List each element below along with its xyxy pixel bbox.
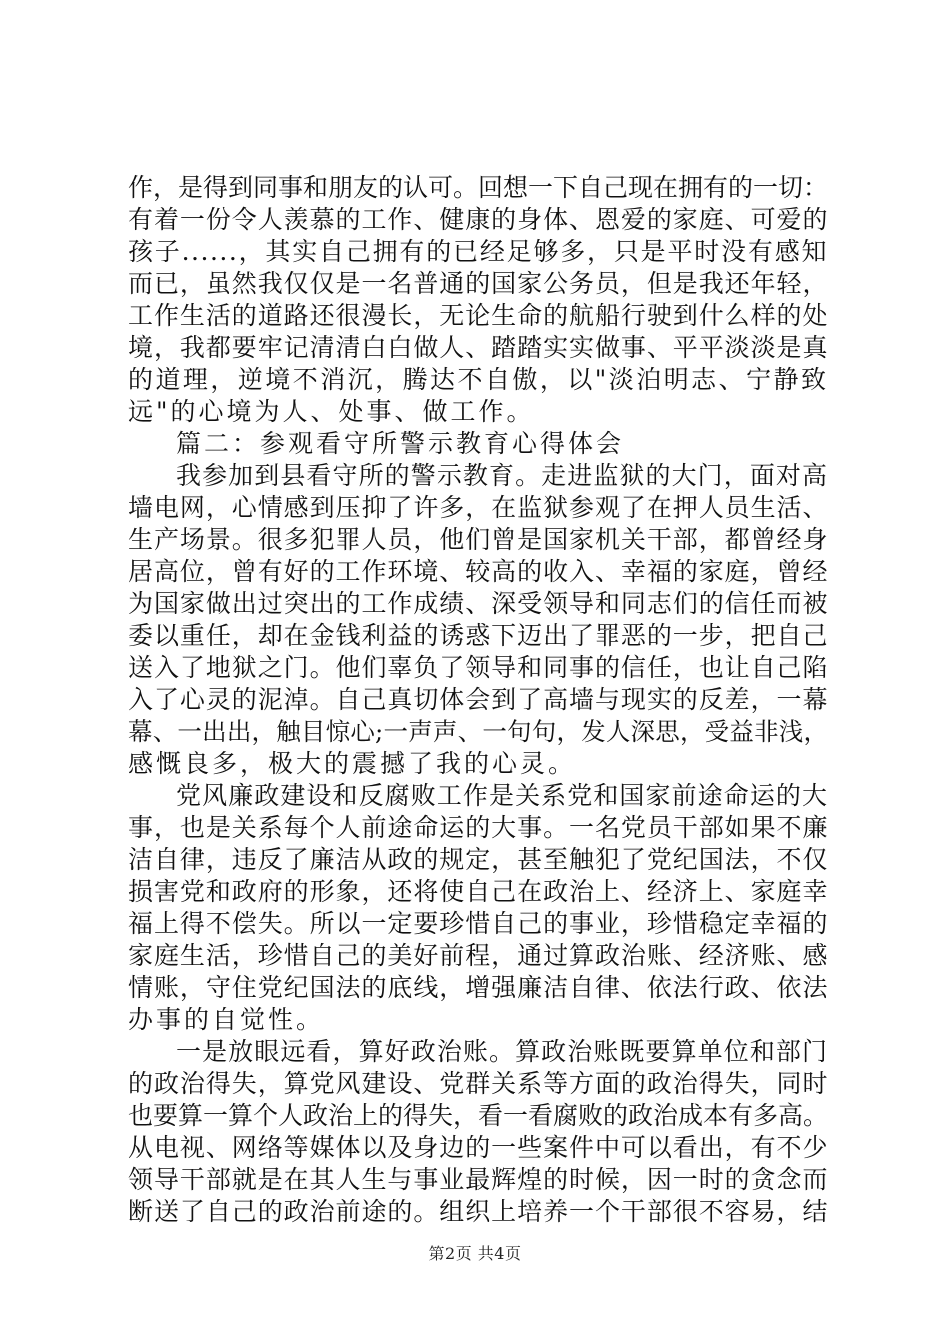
text-line: 墙电网，心情感到压抑了许多，在监狱参观了在押人员生活、 <box>128 493 828 522</box>
text-line: 从电视、网络等媒体以及身边的一些案件中可以看出，有不少 <box>128 1133 828 1162</box>
text-line: 作，是得到同事和朋友的认可。回想一下自己现在拥有的一切： <box>128 173 829 202</box>
text-line: 送入了地狱之门。他们辜负了领导和同事的信任，也让自己陷 <box>128 653 828 682</box>
text-line: 事，也是关系每个人前途命运的大事。一名党员干部如果不廉 <box>128 813 828 842</box>
text-line: 远"的心境为人、处事、做工作。 <box>128 397 535 426</box>
text-line: 生产场景。很多犯罪人员，他们曾是国家机关干部，都曾经身 <box>128 525 828 554</box>
text-line: 而已，虽然我仅仅是一名普通的国家公务员，但是我还年轻， <box>128 269 828 298</box>
text-line: 为国家做出过突出的工作成绩、深受领导和同志们的信任而被 <box>128 589 828 618</box>
text-line: 工作生活的道路还很漫长，无论生命的航船行驶到什么样的处 <box>128 301 828 330</box>
text-line: 入了心灵的泥淖。自己真切体会到了高墙与现实的反差，一幕 <box>128 685 828 714</box>
text-line: 有着一份令人羡慕的工作、健康的身体、恩爱的家庭、可爱的 <box>128 205 828 234</box>
section-heading: 篇二：参观看守所警示教育心得体会 <box>176 429 625 458</box>
text-line: 也要算一算个人政治上的得失，看一看腐败的政治成本有多高。 <box>128 1101 829 1130</box>
text-line: 感慨良多，极大的震撼了我的心灵。 <box>128 749 577 778</box>
text-line: 孩子......，其实自己拥有的已经足够多，只是平时没有感知 <box>128 237 828 266</box>
text-line: 家庭生活，珍惜自己的美好前程，通过算政治账、经济账、感 <box>128 941 828 970</box>
paragraph-first-line: 党风廉政建设和反腐败工作是关系党和国家前途命运的大 <box>176 781 828 810</box>
text-line: 洁自律，违反了廉洁从政的规定，甚至触犯了党纪国法，不仅 <box>128 845 828 874</box>
text-line: 损害党和政府的形象，还将使自己在政治上、经济上、家庭幸 <box>128 877 828 906</box>
text-line: 福上得不偿失。所以一定要珍惜自己的事业，珍惜稳定幸福的 <box>128 909 828 938</box>
text-line: 情账，守住党纪国法的底线，增强廉洁自律、依法行政、依法 <box>128 973 828 1002</box>
text-line: 委以重任，却在金钱利益的诱惑下迈出了罪恶的一步，把自己 <box>128 621 828 650</box>
text-line: 领导干部就是在其人生与事业最辉煌的时候，因一时的贪念而 <box>128 1165 828 1194</box>
paragraph-first-line: 我参加到县看守所的警示教育。走进监狱的大门，面对高 <box>176 461 828 490</box>
text-line: 办事的自觉性。 <box>128 1005 325 1034</box>
text-line: 的政治得失，算党风建设、党群关系等方面的政治得失，同时 <box>128 1069 828 1098</box>
text-line: 的道理，逆境不消沉，腾达不自傲，以"淡泊明志、宁静致 <box>128 365 828 394</box>
page-number-footer: 第2页 共4页 <box>428 1244 522 1263</box>
text-line: 断送了自己的政治前途的。组织上培养一个干部很不容易，结 <box>128 1197 828 1226</box>
text-line: 幕、一出出，触目惊心;一声声、一句句，发人深思，受益非浅， <box>128 717 828 746</box>
text-line: 居高位，曾有好的工作环境、较高的收入、幸福的家庭，曾经 <box>128 557 828 586</box>
text-line: 境，我都要牢记清清白白做人、踏踏实实做事、平平淡淡是真 <box>128 333 828 362</box>
paragraph-first-line: 一是放眼远看，算好政治账。算政治账既要算单位和部门 <box>176 1037 828 1066</box>
